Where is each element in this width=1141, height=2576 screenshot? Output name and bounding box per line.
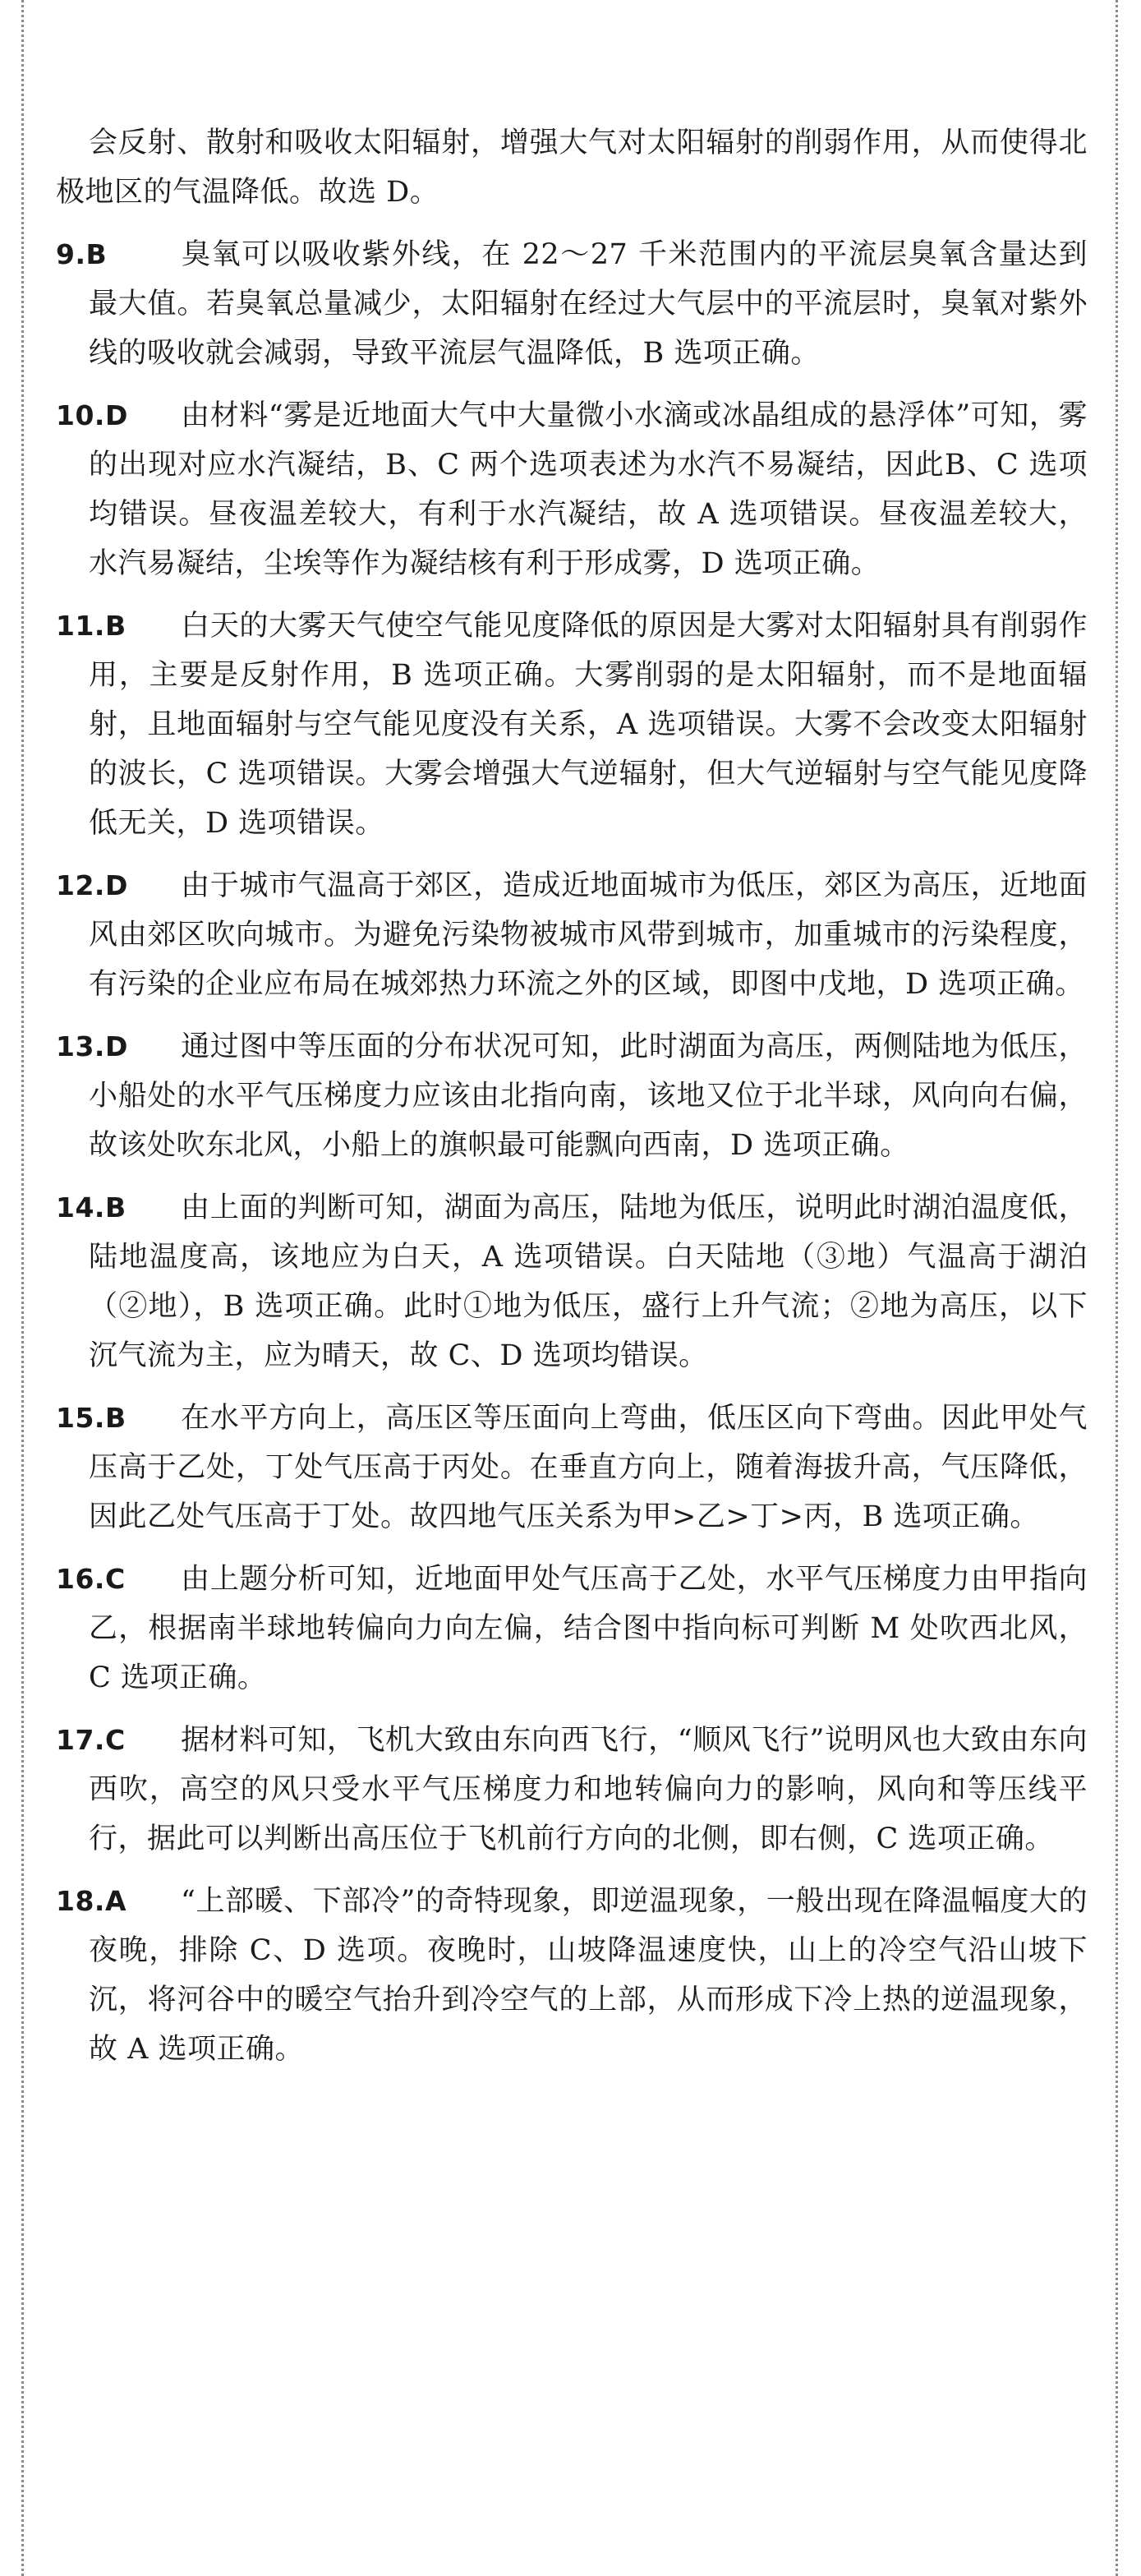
answer-item-12 — [56, 861, 1088, 1009]
answer-content — [56, 118, 1088, 2074]
answer-number: 15.B — [56, 1402, 127, 1434]
answer-text: 由上面的判断可知，湖面为高压，陆地为低压，说明此时湖泊温度低，陆地温度高，该地应为白天，A 选项错误。白天陆地（③地）气温高于湖泊（②地），B 选项正确。此时①地为低压，盛行上升气流；②地为高压，以下沉气流为主，应为晴天，故 C、D 选项均错误。 — [89, 1191, 1088, 1372]
answer-text: 在水平方向上，高压区等压面向上弯曲，低压区向下弯曲。因此甲处气压高于乙处，丁处气压高于丙处。在垂直方向上，随着海拔升高，气压降低，因此乙处气压高于丁处。故四地气压关系为甲>乙>丁>丙，B 选项正确。 — [89, 1402, 1088, 1533]
right-dotted-margin-line — [1116, 0, 1118, 2576]
answer-text: 白天的大雾天气使空气能见度降低的原因是大雾对太阳辐射具有削弱作用，主要是反射作用，B 选项正确。大雾削弱的是太阳辐射，而不是地面辐射，且地面辐射与空气能见度没有关系，A 选项错误。大雾不会改变太阳辐射的波长，C 选项错误。大雾会增强大气逆辐射，但大气逆辐射与空气能见度降低无关，D 选项错误。 — [89, 610, 1088, 840]
answer-number: 9.B — [56, 238, 108, 270]
answer-number: 11.B — [56, 610, 127, 642]
answer-item-15 — [56, 1394, 1088, 1541]
answer-number: 18.A — [56, 1885, 127, 1917]
answer-text: 由材料“雾是近地面大气中大量微小水滴或冰晶组成的悬浮体”可知，雾的出现对应水汽凝结，B、C 两个选项表述为水汽不易凝结，因此B、C 选项均错误。昼夜温差较大，有利于水汽凝结，故 A 选项错误。昼夜温差较大，水汽易凝结，尘埃等作为凝结核有利于形成雾，D 选项正确。 — [89, 399, 1088, 580]
answer-item-14 — [56, 1183, 1088, 1380]
answer-number: 10.D — [56, 399, 128, 431]
answer-item-18 — [56, 1877, 1088, 2074]
left-dotted-margin-line — [21, 0, 24, 2576]
answer-text: 通过图中等压面的分布状况可知，此时湖面为高压，两侧陆地为低压，小船处的水平气压梯度力应该由北指向南，该地又位于北半球，风向向右偏，故该处吹东北风，小船上的旗帜最可能飘向西南，D 选项正确。 — [89, 1030, 1088, 1162]
answer-item-11 — [56, 601, 1088, 848]
answer-text: 臭氧可以吸收紫外线，在 22～27 千米范围内的平流层臭氧含量达到最大值。若臭氧总量减少，太阳辐射在经过大气层中的平流层时，臭氧对紫外线的吸收就会减弱，导致平流层气温降低，B 选项正确。 — [89, 238, 1088, 370]
answer-text: 据材料可知，飞机大致由东向西飞行，“顺风飞行”说明风也大致由东向西吹，高空的风只受水平气压梯度力和地转偏向力的影响，风向和等压线平行，据此可以判断出高压位于飞机前行方向的北侧，即右侧，C 选项正确。 — [89, 1724, 1088, 1855]
answer-text: 由于城市气温高于郊区，造成近地面城市为低压，郊区为高压，近地面风由郊区吹向城市。为避免污染物被城市风带到城市，加重城市的污染程度，有污染的企业应布局在城郊热力环流之外的区域，即图中戊地，D 选项正确。 — [89, 869, 1088, 1001]
answer-item-10 — [56, 391, 1088, 588]
answer-item-9 — [56, 230, 1088, 378]
answer-number: 13.D — [56, 1030, 128, 1062]
answer-item-16 — [56, 1555, 1088, 1703]
answer-item-13 — [56, 1022, 1088, 1170]
continuation-paragraph: 会反射、散射和吸收太阳辐射，增强大气对太阳辐射的削弱作用，从而使得北极地区的气温降低。故选 D。 — [56, 127, 1088, 209]
answer-number: 16.C — [56, 1563, 126, 1595]
answer-number: 14.B — [56, 1191, 127, 1223]
answer-number: 12.D — [56, 869, 128, 901]
answer-number: 17.C — [56, 1724, 126, 1756]
answer-item-17 — [56, 1716, 1088, 1864]
answer-text: 由上题分析可知，近地面甲处气压高于乙处，水平气压梯度力由甲指向乙，根据南半球地转偏向力向左偏，结合图中指向标可判断 M 处吹西北风，C 选项正确。 — [89, 1563, 1088, 1694]
answer-text: “上部暖、下部冷”的奇特现象，即逆温现象，一般出现在降温幅度大的夜晚，排除 C、D 选项。夜晚时，山坡降温速度快，山上的冷空气沿山坡下沉，将河谷中的暖空气抬升到冷空气的上部，从而形成下冷上热的逆温现象，故 A 选项正确。 — [89, 1885, 1088, 2066]
